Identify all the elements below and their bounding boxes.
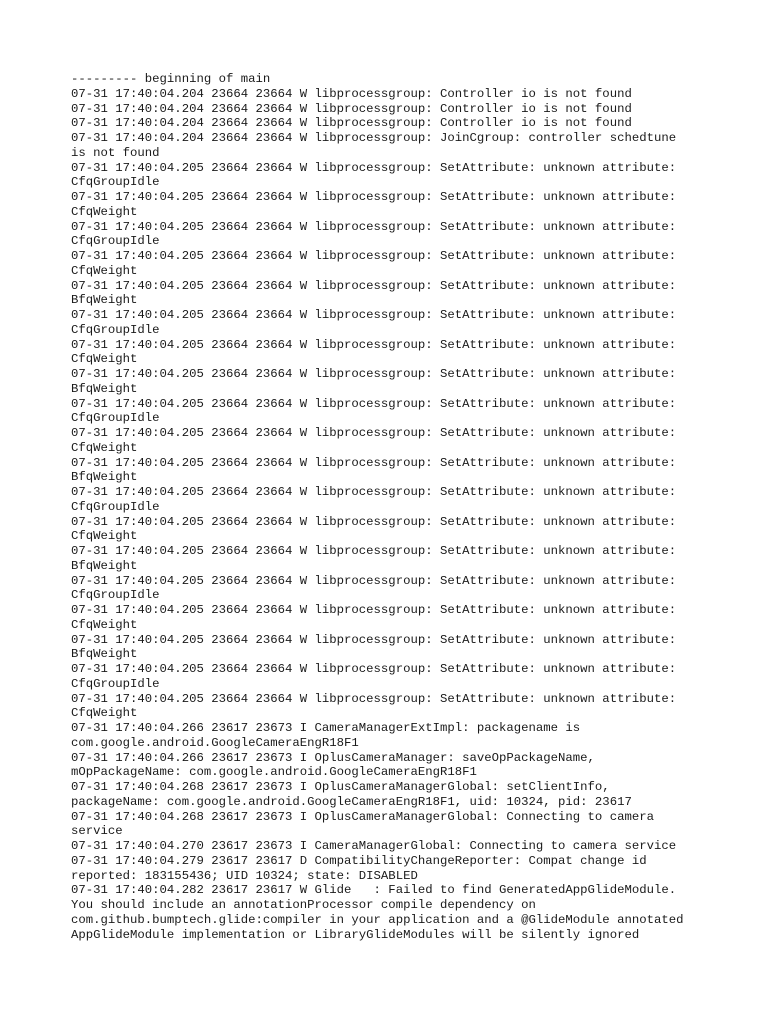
log-line: BfqWeight xyxy=(71,558,138,573)
log-line: 07-31 17:40:04.205 23664 23664 W libprocessgroup: SetAttribute: unknown attribute: xyxy=(71,455,677,470)
log-line: 07-31 17:40:04.205 23664 23664 W libprocessgroup: SetAttribute: unknown attribute: xyxy=(71,337,677,352)
log-line: BfqWeight xyxy=(71,647,138,662)
log-line: 07-31 17:40:04.268 23617 23673 I OplusCameraManagerGlobal: Connecting to camera xyxy=(71,809,654,824)
log-line: 07-31 17:40:04.205 23664 23664 W libprocessgroup: SetAttribute: unknown attribute: xyxy=(71,485,677,499)
log-line: 07-31 17:40:04.205 23664 23664 W libprocessgroup: SetAttribute: unknown attribute: xyxy=(71,603,677,617)
log-line: --------- beginning of main xyxy=(71,72,271,86)
log-line: 07-31 17:40:04.204 23664 23664 W libprocessgroup: Controller io is not found xyxy=(71,101,632,116)
log-line: 07-31 17:40:04.205 23664 23664 W libprocessgroup: SetAttribute: unknown attribute: xyxy=(71,278,677,293)
log-line: CfqGroupIdle xyxy=(71,411,160,426)
log-line: CfqGroupIdle xyxy=(71,175,160,190)
log-line: com.google.android.GoogleCameraEngR18F1 xyxy=(71,735,359,750)
log-line: mOpPackageName: com.google.android.GoogleCameraEngR18F1 xyxy=(71,765,477,780)
log-line: CfqWeight xyxy=(71,204,138,219)
log-line: 07-31 17:40:04.205 23664 23664 W libprocessgroup: SetAttribute: unknown attribute: xyxy=(71,160,677,175)
log-line: CfqWeight xyxy=(71,440,138,455)
log-line: 07-31 17:40:04.205 23664 23664 W libprocessgroup: SetAttribute: unknown attribute: xyxy=(71,249,677,263)
log-line: 07-31 17:40:04.205 23664 23664 W libprocessgroup: SetAttribute: unknown attribute: xyxy=(71,426,677,440)
log-line: CfqWeight xyxy=(71,263,138,278)
log-line: 07-31 17:40:04.266 23617 23673 I CameraManagerExtImpl: packagename is xyxy=(71,721,581,735)
log-line: 07-31 17:40:04.204 23664 23664 W libprocessgroup: Controller io is not found xyxy=(71,116,632,131)
log-line: 07-31 17:40:04.204 23664 23664 W libprocessgroup: JoinCgroup: controller schedtune xyxy=(71,131,677,145)
log-line: CfqWeight xyxy=(71,617,138,632)
log-line: 07-31 17:40:04.266 23617 23673 I OplusCameraManager: saveOpPackageName, xyxy=(71,750,595,765)
log-line: reported: 183155436; UID 10324; state: DISABLED xyxy=(71,868,418,883)
log-line: 07-31 17:40:04.205 23664 23664 W libprocessgroup: SetAttribute: unknown attribute: xyxy=(71,544,677,558)
log-line: service xyxy=(71,824,123,839)
log-line: 07-31 17:40:04.205 23664 23664 W libprocessgroup: SetAttribute: unknown attribute: xyxy=(71,691,677,706)
log-line: 07-31 17:40:04.205 23664 23664 W libprocessgroup: SetAttribute: unknown attribute: xyxy=(71,662,677,676)
log-line: CfqGroupIdle xyxy=(71,588,160,603)
log-line: AppGlideModule implementation or LibraryGlideModules will be silently ignored xyxy=(71,927,640,942)
log-line: 07-31 17:40:04.205 23664 23664 W libprocessgroup: SetAttribute: unknown attribute: xyxy=(71,219,677,234)
log-line: 07-31 17:40:04.205 23664 23664 W libprocessgroup: SetAttribute: unknown attribute: xyxy=(71,514,677,529)
log-line: CfqGroupIdle xyxy=(71,234,160,249)
log-line: 07-31 17:40:04.205 23664 23664 W libprocessgroup: SetAttribute: unknown attribute: xyxy=(71,573,677,588)
log-line: is not found xyxy=(71,145,160,160)
log-line: 07-31 17:40:04.204 23664 23664 W libprocessgroup: Controller io is not found xyxy=(71,86,632,101)
log-line: CfqGroupIdle xyxy=(71,322,160,337)
log-line: 07-31 17:40:04.270 23617 23673 I CameraManagerGlobal: Connecting to camera service xyxy=(71,839,677,853)
log-line: BfqWeight xyxy=(71,381,138,396)
log-line: 07-31 17:40:04.205 23664 23664 W libprocessgroup: SetAttribute: unknown attribute: xyxy=(71,396,677,411)
log-line: You should include an annotationProcessor compile dependency on xyxy=(71,898,536,912)
log-line: 07-31 17:40:04.205 23664 23664 W libprocessgroup: SetAttribute: unknown attribute: xyxy=(71,632,677,647)
log-line: 07-31 17:40:04.205 23664 23664 W libprocessgroup: SetAttribute: unknown attribute: xyxy=(71,190,677,204)
log-line: CfqGroupIdle xyxy=(71,676,160,691)
log-line: 07-31 17:40:04.205 23664 23664 W libprocessgroup: SetAttribute: unknown attribute: xyxy=(71,308,677,322)
log-document xyxy=(71,72,761,942)
log-line: 07-31 17:40:04.268 23617 23673 I OplusCameraManagerGlobal: setClientInfo, xyxy=(71,780,610,794)
log-line: CfqWeight xyxy=(71,529,138,544)
log-line: packageName: com.google.android.GoogleCameraEngR18F1, uid: 10324, pid: 23617 xyxy=(71,794,632,809)
log-line: 07-31 17:40:04.279 23617 23617 D CompatibilityChangeReporter: Compat change id xyxy=(71,853,647,868)
log-line: BfqWeight xyxy=(71,470,138,485)
log-line: CfqGroupIdle xyxy=(71,499,160,514)
log-line: BfqWeight xyxy=(71,293,138,308)
log-line: com.github.bumptech.glide:compiler in your application and a @GlideModule annotated xyxy=(71,912,684,927)
log-line: CfqWeight xyxy=(71,352,138,367)
log-line: 07-31 17:40:04.205 23664 23664 W libprocessgroup: SetAttribute: unknown attribute: xyxy=(71,367,677,381)
log-line: 07-31 17:40:04.282 23617 23617 W Glide : Failed to find GeneratedAppGlideModule. xyxy=(71,883,677,898)
log-line: CfqWeight xyxy=(71,706,138,721)
